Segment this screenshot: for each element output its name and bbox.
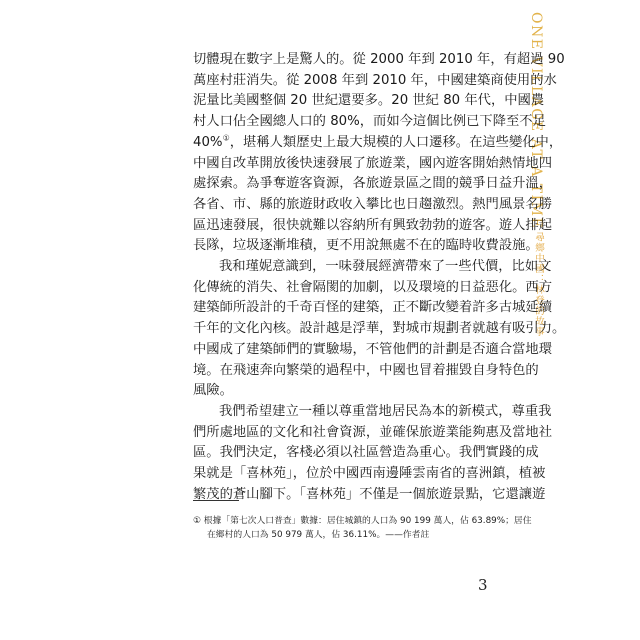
text-line: 泥量比美國整個 20 世紀還要多。20 世紀 80 年代，中國農 [193,93,545,109]
text-fragment: 40% [193,134,223,150]
text-line [193,133,563,154]
footnote-reference[interactable]: ① [222,133,230,143]
text-line: 境。在飛速奔向繁榮的過程中，中國也冒着摧毀自身特色的 [193,362,539,378]
text-line: 建築師所設計的千奇百怪的建築，正不斷改變着許多古城延續 [193,300,553,316]
text-line: 果就是「喜林苑」，位於中國西南邊陲雲南省的喜洲鎮，植被 [193,466,546,482]
footnote-line [193,514,532,528]
footnote [193,514,532,542]
paragraph-3 [193,402,553,506]
text-line: 長隊，垃圾逐漸堆積，更不用說無處不在的臨時收費設施。 [193,238,539,254]
text-line: 村人口佔全國總人口的 80%，而如今這個比例已下降至不足 [193,114,546,130]
text-line: 繁茂的蒼山腳下。「喜林苑」不僅是一個旅遊景點，它還讓遊 [193,486,546,502]
text-line: 區。我們決定，客棧必須以社區營造為重心。我們實踐的成 [193,445,539,461]
running-head: ONE VILLAGE AT A TIME [528,12,544,230]
text-line: 風險。 [193,383,233,399]
text-line: 我和瑾妮意識到，一味發展經濟帶來了一些代價，比如文 [219,259,552,275]
footnote-divider [193,500,239,501]
footnote-line: 在鄉村的人口為 50 979 萬人，佔 36.11%。——作者註 [207,530,430,540]
text-line: 萬座村莊消失。從 2008 年到 2010 年，中國建築商使用的水 [193,72,557,88]
text-line: 各省、市、縣的旅遊財政收入攀比也日趨激烈。熱門風景名勝 [193,196,553,212]
text-line: 千年的文化內核。設計越是浮華，對城市規劃者就越有吸引力。 [193,321,566,337]
text-line: 我們希望建立一種以尊重當地居民為本的新模式，尊重我 [219,403,552,419]
text-fragment: ，堪稱人類歷史上最大規模的人口遷移。在這些變化中， [229,134,563,150]
text-line: 處探索。為爭奪遊客資源，各旅遊景區之間的競爭日益升溫， [193,176,553,192]
page-number: 3 [478,576,488,594]
footnote-marker: ① [193,516,201,526]
text-line: 切體現在數字上是驚人的。從 2000 年到 2010 年，有超過 90 [193,52,565,67]
chapter-title: 尋鄉中國：林登的故事 [533,232,544,337]
text-line: 中國自改革開放後快速發展了旅遊業，國內遊客開始熱情地四 [193,155,553,171]
footnote-text: 根據「第七次人口普查」數據：居住城鎮的人口為 90 199 萬人，佔 63.89%；居住 [203,516,532,526]
text-line: 區迅速發展，很快就難以容納所有興致勃勃的遊客。遊人排起 [193,217,553,233]
text-line: 化傳統的消失、社會隔閡的加劇，以及環境的日益惡化。西方 [193,279,553,295]
text-line: 們所處地區的文化和社會資源，並確保旅遊業能夠惠及當地社 [193,424,553,440]
text-line: 中國成了建築師們的實驗場，不管他們的計劃是否適合當地環 [193,341,553,357]
